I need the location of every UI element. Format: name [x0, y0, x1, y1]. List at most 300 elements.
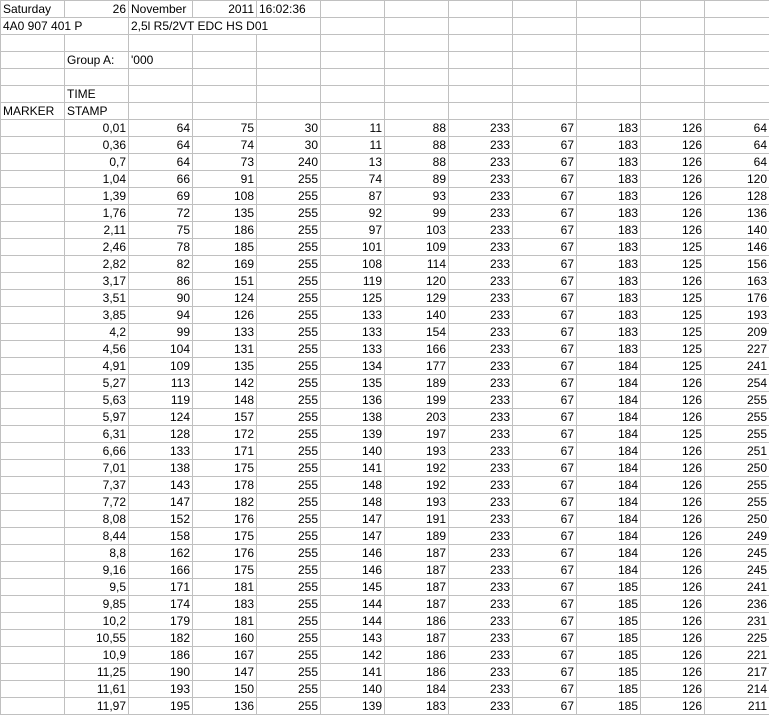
value-cell[interactable]: 67 [513, 494, 577, 511]
marker-cell[interactable] [1, 579, 65, 596]
cell-marker-label[interactable]: MARKER [1, 103, 65, 120]
value-cell[interactable]: 143 [321, 630, 385, 647]
value-cell[interactable]: 176 [193, 545, 257, 562]
value-cell[interactable]: 233 [449, 154, 513, 171]
value-cell[interactable]: 30 [257, 120, 321, 137]
value-cell[interactable]: 150 [193, 681, 257, 698]
value-cell[interactable]: 183 [577, 324, 641, 341]
value-cell[interactable]: 126 [641, 222, 705, 239]
value-cell[interactable]: 88 [385, 137, 449, 154]
value-cell[interactable]: 187 [385, 562, 449, 579]
value-cell[interactable]: 67 [513, 273, 577, 290]
cell-time[interactable]: 16:02:36 [257, 1, 321, 18]
value-cell[interactable]: 114 [385, 256, 449, 273]
value-cell[interactable]: 255 [257, 596, 321, 613]
value-cell[interactable]: 158 [129, 528, 193, 545]
marker-cell[interactable] [1, 494, 65, 511]
value-cell[interactable]: 186 [193, 222, 257, 239]
value-cell[interactable]: 146 [705, 239, 769, 256]
cell-empty[interactable] [641, 18, 705, 35]
value-cell[interactable]: 143 [129, 477, 193, 494]
marker-cell[interactable] [1, 698, 65, 715]
value-cell[interactable]: 187 [385, 596, 449, 613]
value-cell[interactable]: 67 [513, 375, 577, 392]
value-cell[interactable]: 255 [705, 392, 769, 409]
value-cell[interactable]: 69 [129, 188, 193, 205]
value-cell[interactable]: 120 [705, 171, 769, 188]
value-cell[interactable]: 30 [257, 137, 321, 154]
time-stamp-cell[interactable]: 0,7 [65, 154, 129, 171]
value-cell[interactable]: 146 [321, 545, 385, 562]
value-cell[interactable]: 233 [449, 307, 513, 324]
cell-part-number[interactable]: 4A0 907 401 P [1, 18, 129, 35]
marker-cell[interactable] [1, 341, 65, 358]
value-cell[interactable]: 157 [193, 409, 257, 426]
value-cell[interactable]: 255 [257, 426, 321, 443]
time-stamp-cell[interactable]: 7,72 [65, 494, 129, 511]
value-cell[interactable]: 133 [129, 443, 193, 460]
value-cell[interactable]: 120 [385, 273, 449, 290]
time-stamp-cell[interactable]: 5,97 [65, 409, 129, 426]
value-cell[interactable]: 135 [321, 375, 385, 392]
value-cell[interactable]: 183 [577, 188, 641, 205]
time-stamp-cell[interactable]: 1,04 [65, 171, 129, 188]
value-cell[interactable]: 148 [321, 494, 385, 511]
value-cell[interactable]: 126 [641, 579, 705, 596]
value-cell[interactable]: 73 [193, 154, 257, 171]
value-cell[interactable]: 152 [129, 511, 193, 528]
value-cell[interactable]: 129 [385, 290, 449, 307]
value-cell[interactable]: 197 [385, 426, 449, 443]
value-cell[interactable]: 233 [449, 375, 513, 392]
value-cell[interactable]: 233 [449, 120, 513, 137]
cell-empty[interactable] [705, 18, 769, 35]
value-cell[interactable]: 183 [577, 290, 641, 307]
cell-stamp-label[interactable]: STAMP [65, 103, 129, 120]
value-cell[interactable]: 233 [449, 460, 513, 477]
value-cell[interactable]: 233 [449, 545, 513, 562]
value-cell[interactable]: 156 [705, 256, 769, 273]
value-cell[interactable]: 233 [449, 358, 513, 375]
value-cell[interactable]: 189 [385, 375, 449, 392]
value-cell[interactable]: 251 [705, 443, 769, 460]
value-cell[interactable]: 233 [449, 426, 513, 443]
value-cell[interactable]: 126 [641, 596, 705, 613]
value-cell[interactable]: 255 [257, 273, 321, 290]
value-cell[interactable]: 255 [257, 205, 321, 222]
value-cell[interactable]: 88 [385, 154, 449, 171]
value-cell[interactable]: 233 [449, 171, 513, 188]
value-cell[interactable]: 67 [513, 188, 577, 205]
value-cell[interactable]: 184 [577, 358, 641, 375]
value-cell[interactable]: 185 [577, 647, 641, 664]
value-cell[interactable]: 181 [193, 613, 257, 630]
cell-empty[interactable] [449, 1, 513, 18]
value-cell[interactable]: 172 [193, 426, 257, 443]
value-cell[interactable]: 233 [449, 409, 513, 426]
value-cell[interactable]: 176 [193, 511, 257, 528]
value-cell[interactable]: 233 [449, 664, 513, 681]
value-cell[interactable]: 126 [641, 562, 705, 579]
marker-cell[interactable] [1, 273, 65, 290]
value-cell[interactable]: 184 [577, 562, 641, 579]
value-cell[interactable]: 225 [705, 630, 769, 647]
value-cell[interactable]: 217 [705, 664, 769, 681]
value-cell[interactable]: 190 [129, 664, 193, 681]
value-cell[interactable]: 147 [321, 511, 385, 528]
value-cell[interactable]: 233 [449, 681, 513, 698]
value-cell[interactable]: 184 [577, 545, 641, 562]
value-cell[interactable]: 126 [641, 528, 705, 545]
value-cell[interactable]: 67 [513, 239, 577, 256]
value-cell[interactable]: 67 [513, 613, 577, 630]
value-cell[interactable]: 162 [129, 545, 193, 562]
value-cell[interactable]: 227 [705, 341, 769, 358]
value-cell[interactable]: 255 [257, 528, 321, 545]
time-stamp-cell[interactable]: 6,66 [65, 443, 129, 460]
cell-empty[interactable] [705, 1, 769, 18]
value-cell[interactable]: 184 [577, 409, 641, 426]
value-cell[interactable]: 67 [513, 205, 577, 222]
value-cell[interactable]: 136 [321, 392, 385, 409]
value-cell[interactable]: 186 [385, 647, 449, 664]
marker-cell[interactable] [1, 426, 65, 443]
value-cell[interactable]: 233 [449, 494, 513, 511]
value-cell[interactable]: 255 [257, 647, 321, 664]
value-cell[interactable]: 166 [129, 562, 193, 579]
value-cell[interactable]: 67 [513, 579, 577, 596]
value-cell[interactable]: 255 [257, 358, 321, 375]
value-cell[interactable]: 175 [193, 460, 257, 477]
time-stamp-cell[interactable]: 1,39 [65, 188, 129, 205]
value-cell[interactable]: 233 [449, 579, 513, 596]
value-cell[interactable]: 99 [385, 205, 449, 222]
value-cell[interactable]: 124 [193, 290, 257, 307]
value-cell[interactable]: 86 [129, 273, 193, 290]
value-cell[interactable]: 185 [577, 630, 641, 647]
value-cell[interactable]: 126 [641, 460, 705, 477]
value-cell[interactable]: 233 [449, 290, 513, 307]
value-cell[interactable]: 67 [513, 409, 577, 426]
marker-cell[interactable] [1, 630, 65, 647]
value-cell[interactable]: 233 [449, 511, 513, 528]
marker-cell[interactable] [1, 375, 65, 392]
value-cell[interactable]: 171 [193, 443, 257, 460]
value-cell[interactable]: 255 [257, 409, 321, 426]
value-cell[interactable]: 136 [705, 205, 769, 222]
value-cell[interactable]: 64 [705, 154, 769, 171]
value-cell[interactable]: 187 [385, 579, 449, 596]
value-cell[interactable]: 255 [257, 188, 321, 205]
value-cell[interactable]: 135 [193, 205, 257, 222]
value-cell[interactable]: 233 [449, 341, 513, 358]
cell-empty[interactable] [577, 18, 641, 35]
value-cell[interactable]: 236 [705, 596, 769, 613]
value-cell[interactable]: 211 [705, 698, 769, 715]
cell-empty[interactable] [577, 1, 641, 18]
value-cell[interactable]: 249 [705, 528, 769, 545]
value-cell[interactable]: 128 [129, 426, 193, 443]
time-stamp-cell[interactable]: 2,82 [65, 256, 129, 273]
time-stamp-cell[interactable]: 11,97 [65, 698, 129, 715]
value-cell[interactable]: 124 [129, 409, 193, 426]
value-cell[interactable]: 199 [385, 392, 449, 409]
value-cell[interactable]: 119 [321, 273, 385, 290]
time-stamp-cell[interactable]: 9,5 [65, 579, 129, 596]
value-cell[interactable]: 187 [385, 630, 449, 647]
value-cell[interactable]: 126 [641, 171, 705, 188]
value-cell[interactable]: 245 [705, 562, 769, 579]
value-cell[interactable]: 203 [385, 409, 449, 426]
value-cell[interactable]: 183 [577, 307, 641, 324]
marker-cell[interactable] [1, 358, 65, 375]
value-cell[interactable]: 189 [385, 528, 449, 545]
time-stamp-cell[interactable]: 0,36 [65, 137, 129, 154]
cell-engine-desc[interactable]: 2,5l R5/2VT EDC HS D01 [129, 18, 321, 35]
cell-empty[interactable] [513, 1, 577, 18]
value-cell[interactable]: 233 [449, 324, 513, 341]
value-cell[interactable]: 139 [321, 698, 385, 715]
marker-cell[interactable] [1, 477, 65, 494]
cell-group-value[interactable]: '000 [129, 52, 193, 69]
marker-cell[interactable] [1, 392, 65, 409]
value-cell[interactable]: 67 [513, 426, 577, 443]
value-cell[interactable]: 126 [641, 477, 705, 494]
value-cell[interactable]: 255 [257, 443, 321, 460]
value-cell[interactable]: 233 [449, 443, 513, 460]
value-cell[interactable]: 90 [129, 290, 193, 307]
value-cell[interactable]: 67 [513, 290, 577, 307]
value-cell[interactable]: 125 [321, 290, 385, 307]
time-stamp-cell[interactable]: 11,61 [65, 681, 129, 698]
value-cell[interactable]: 255 [257, 698, 321, 715]
value-cell[interactable]: 135 [193, 358, 257, 375]
value-cell[interactable]: 67 [513, 460, 577, 477]
value-cell[interactable]: 233 [449, 647, 513, 664]
time-stamp-cell[interactable]: 4,56 [65, 341, 129, 358]
value-cell[interactable]: 183 [577, 222, 641, 239]
marker-cell[interactable] [1, 171, 65, 188]
time-stamp-cell[interactable]: 10,9 [65, 647, 129, 664]
time-stamp-cell[interactable]: 3,85 [65, 307, 129, 324]
value-cell[interactable]: 255 [257, 630, 321, 647]
value-cell[interactable]: 142 [193, 375, 257, 392]
value-cell[interactable]: 145 [321, 579, 385, 596]
value-cell[interactable]: 138 [129, 460, 193, 477]
time-stamp-cell[interactable]: 10,55 [65, 630, 129, 647]
marker-cell[interactable] [1, 239, 65, 256]
cell-empty[interactable] [641, 1, 705, 18]
value-cell[interactable]: 183 [577, 137, 641, 154]
value-cell[interactable]: 233 [449, 562, 513, 579]
value-cell[interactable]: 64 [705, 137, 769, 154]
value-cell[interactable]: 67 [513, 562, 577, 579]
marker-cell[interactable] [1, 528, 65, 545]
value-cell[interactable]: 75 [129, 222, 193, 239]
value-cell[interactable]: 184 [385, 681, 449, 698]
value-cell[interactable]: 126 [641, 647, 705, 664]
value-cell[interactable]: 175 [193, 528, 257, 545]
value-cell[interactable]: 64 [129, 120, 193, 137]
marker-cell[interactable] [1, 120, 65, 137]
value-cell[interactable]: 92 [321, 205, 385, 222]
value-cell[interactable]: 97 [321, 222, 385, 239]
value-cell[interactable]: 233 [449, 256, 513, 273]
value-cell[interactable]: 250 [705, 511, 769, 528]
value-cell[interactable]: 67 [513, 392, 577, 409]
value-cell[interactable]: 146 [321, 562, 385, 579]
value-cell[interactable]: 255 [705, 409, 769, 426]
value-cell[interactable]: 183 [193, 596, 257, 613]
value-cell[interactable]: 233 [449, 630, 513, 647]
value-cell[interactable]: 64 [705, 120, 769, 137]
value-cell[interactable]: 125 [641, 324, 705, 341]
value-cell[interactable]: 255 [257, 341, 321, 358]
value-cell[interactable]: 191 [385, 511, 449, 528]
marker-cell[interactable] [1, 188, 65, 205]
value-cell[interactable]: 126 [641, 494, 705, 511]
marker-cell[interactable] [1, 596, 65, 613]
value-cell[interactable]: 126 [641, 392, 705, 409]
value-cell[interactable]: 169 [193, 256, 257, 273]
value-cell[interactable]: 67 [513, 545, 577, 562]
value-cell[interactable]: 185 [193, 239, 257, 256]
cell-day[interactable]: Saturday [1, 1, 65, 18]
time-stamp-cell[interactable]: 5,63 [65, 392, 129, 409]
value-cell[interactable]: 140 [321, 681, 385, 698]
value-cell[interactable]: 136 [193, 698, 257, 715]
value-cell[interactable]: 108 [321, 256, 385, 273]
value-cell[interactable]: 11 [321, 120, 385, 137]
value-cell[interactable]: 64 [129, 137, 193, 154]
value-cell[interactable]: 255 [257, 307, 321, 324]
time-stamp-cell[interactable]: 2,11 [65, 222, 129, 239]
value-cell[interactable]: 126 [641, 630, 705, 647]
value-cell[interactable]: 186 [385, 664, 449, 681]
value-cell[interactable]: 195 [129, 698, 193, 715]
value-cell[interactable]: 126 [641, 188, 705, 205]
value-cell[interactable]: 138 [321, 409, 385, 426]
value-cell[interactable]: 67 [513, 681, 577, 698]
value-cell[interactable]: 233 [449, 205, 513, 222]
value-cell[interactable]: 160 [193, 630, 257, 647]
value-cell[interactable]: 183 [577, 120, 641, 137]
value-cell[interactable]: 126 [641, 443, 705, 460]
marker-cell[interactable] [1, 511, 65, 528]
value-cell[interactable]: 184 [577, 392, 641, 409]
value-cell[interactable]: 183 [385, 698, 449, 715]
value-cell[interactable]: 91 [193, 171, 257, 188]
value-cell[interactable]: 254 [705, 375, 769, 392]
value-cell[interactable]: 186 [385, 613, 449, 630]
value-cell[interactable]: 13 [321, 154, 385, 171]
value-cell[interactable]: 193 [385, 443, 449, 460]
value-cell[interactable]: 67 [513, 307, 577, 324]
time-stamp-cell[interactable]: 4,2 [65, 324, 129, 341]
value-cell[interactable]: 125 [641, 426, 705, 443]
time-stamp-cell[interactable]: 10,2 [65, 613, 129, 630]
value-cell[interactable]: 67 [513, 443, 577, 460]
value-cell[interactable]: 233 [449, 188, 513, 205]
value-cell[interactable]: 67 [513, 154, 577, 171]
value-cell[interactable]: 128 [705, 188, 769, 205]
value-cell[interactable]: 126 [193, 307, 257, 324]
value-cell[interactable]: 82 [129, 256, 193, 273]
value-cell[interactable]: 67 [513, 698, 577, 715]
value-cell[interactable]: 184 [577, 460, 641, 477]
value-cell[interactable]: 183 [577, 256, 641, 273]
time-stamp-cell[interactable]: 7,01 [65, 460, 129, 477]
value-cell[interactable]: 233 [449, 222, 513, 239]
time-stamp-cell[interactable]: 8,44 [65, 528, 129, 545]
cell-time-label[interactable]: TIME [65, 86, 129, 103]
value-cell[interactable]: 255 [257, 324, 321, 341]
value-cell[interactable]: 67 [513, 477, 577, 494]
value-cell[interactable]: 241 [705, 579, 769, 596]
value-cell[interactable]: 184 [577, 511, 641, 528]
value-cell[interactable]: 255 [257, 477, 321, 494]
value-cell[interactable]: 67 [513, 596, 577, 613]
value-cell[interactable]: 171 [129, 579, 193, 596]
value-cell[interactable]: 185 [577, 664, 641, 681]
marker-cell[interactable] [1, 137, 65, 154]
value-cell[interactable]: 74 [193, 137, 257, 154]
value-cell[interactable]: 255 [257, 222, 321, 239]
marker-cell[interactable] [1, 443, 65, 460]
value-cell[interactable]: 141 [321, 460, 385, 477]
value-cell[interactable]: 67 [513, 120, 577, 137]
value-cell[interactable]: 133 [321, 307, 385, 324]
value-cell[interactable]: 125 [641, 239, 705, 256]
value-cell[interactable]: 183 [577, 341, 641, 358]
value-cell[interactable]: 255 [705, 426, 769, 443]
value-cell[interactable]: 166 [385, 341, 449, 358]
value-cell[interactable]: 133 [321, 341, 385, 358]
cell-empty[interactable] [321, 1, 385, 18]
cell-empty[interactable] [385, 18, 449, 35]
cell-empty[interactable] [321, 18, 385, 35]
value-cell[interactable]: 255 [705, 477, 769, 494]
value-cell[interactable]: 133 [321, 324, 385, 341]
value-cell[interactable]: 67 [513, 137, 577, 154]
value-cell[interactable]: 104 [129, 341, 193, 358]
value-cell[interactable]: 125 [641, 256, 705, 273]
value-cell[interactable]: 179 [129, 613, 193, 630]
value-cell[interactable]: 182 [193, 494, 257, 511]
value-cell[interactable]: 126 [641, 681, 705, 698]
value-cell[interactable]: 255 [257, 290, 321, 307]
value-cell[interactable]: 67 [513, 664, 577, 681]
marker-cell[interactable] [1, 290, 65, 307]
value-cell[interactable]: 183 [577, 239, 641, 256]
cell-empty[interactable] [1, 86, 65, 103]
value-cell[interactable]: 93 [385, 188, 449, 205]
value-cell[interactable]: 183 [577, 171, 641, 188]
value-cell[interactable]: 233 [449, 698, 513, 715]
value-cell[interactable]: 186 [129, 647, 193, 664]
value-cell[interactable]: 67 [513, 341, 577, 358]
value-cell[interactable]: 140 [705, 222, 769, 239]
value-cell[interactable]: 163 [705, 273, 769, 290]
value-cell[interactable]: 126 [641, 664, 705, 681]
marker-cell[interactable] [1, 562, 65, 579]
cell-year[interactable]: 2011 [193, 1, 257, 18]
marker-cell[interactable] [1, 409, 65, 426]
value-cell[interactable]: 176 [705, 290, 769, 307]
time-stamp-cell[interactable]: 7,37 [65, 477, 129, 494]
value-cell[interactable]: 187 [385, 545, 449, 562]
cell-empty[interactable] [513, 18, 577, 35]
